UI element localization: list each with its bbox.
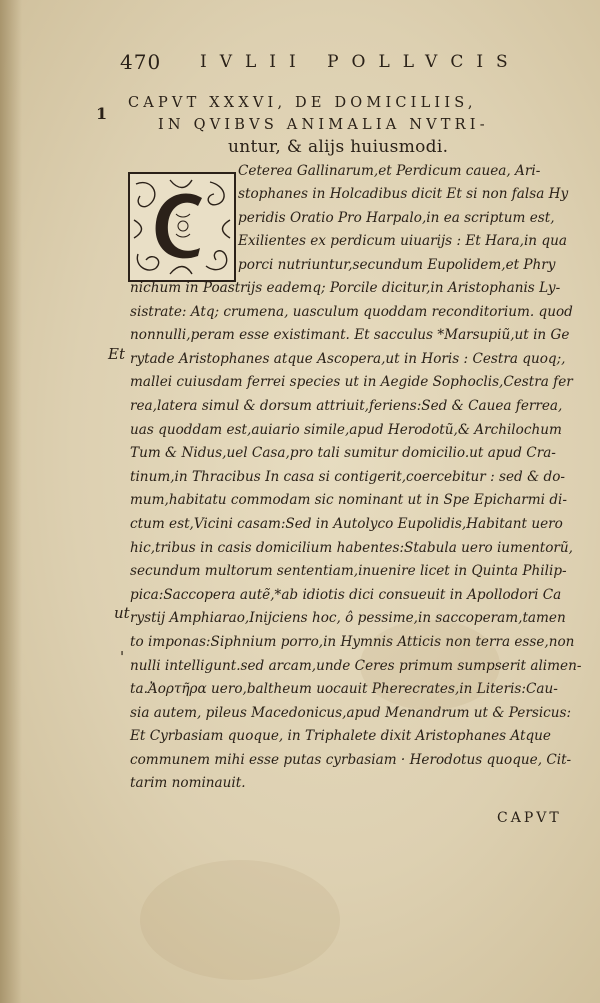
chapter-heading-line-1: CAPVT XXXVI, DE DOMICILIIS,: [128, 95, 477, 111]
text-line: Exilientes ex perdicum uiuarijs : Et Hara,in qua: [238, 233, 567, 250]
text-line: secundum multorum sententiam,inuenire licet in Quinta Philip-: [130, 563, 567, 580]
text-line: pica:Saccopera autẽ,*ab idiotis dici consueuit in Apollodori Ca: [130, 586, 562, 603]
margin-note: ut: [114, 604, 130, 622]
text-line: mum,habitatu commodam sic nominant ut in Spe Epicharmi di-: [130, 492, 567, 509]
text-line: Ceterea Gallinarum,et Perdicum cauea, Ari-: [238, 163, 541, 179]
catchword: CAPVT: [497, 810, 562, 826]
running-title: IVLII POLLVCIS: [200, 52, 521, 72]
body-text-full: [130, 277, 582, 796]
text-line: nonnulli,peram esse existimant. Et sacculus *Marsupiũ,ut in Ge: [130, 327, 570, 344]
text-line: nulli intelligunt.sed arcam,unde Ceres primum sumpserit alimen-: [130, 657, 582, 674]
margin-note: Et: [108, 345, 125, 363]
chapter-heading: [128, 92, 568, 158]
margin-note: ': [120, 648, 125, 666]
text-line: sistrate: Atq; crumena, uasculum quoddam reconditorium. quod: [130, 303, 573, 320]
body-text-indented: [238, 160, 573, 277]
text-line: Et Cyrbasiam quoque, in Triphalete dixit Aristophanes Atque: [130, 728, 551, 745]
page-gutter-shadow: [0, 0, 22, 1003]
text-line: rea,latera simul & dorsum attriuit,feriens:Sed & Cauea ferrea,: [130, 397, 563, 414]
folio-number: 470: [120, 50, 162, 74]
text-line: tinum,in Thracibus In casa si contigerit,coercebitur : sed & do-: [130, 468, 565, 485]
text-line: peridis Oratio Pro Harpalo,in ea scriptum est,: [238, 209, 555, 226]
page-header: [120, 50, 521, 78]
text-line: ta.Ἀορτῆρα uero,baltheum uocauit Pherecrates,in Literis:Cau-: [130, 681, 558, 698]
text-line: ctum est,Vicini casam:Sed in Autolyco Eupolidis,Habitant uero: [130, 515, 563, 532]
text-line: nichum in Poastrijs eademq; Porcile dicitur,in Aristophanis Ly-: [130, 280, 561, 296]
text-line: Tum & Nidus,uel Casa,pro tali sumitur domicilio.ut apud Cra-: [130, 445, 556, 462]
signature-mark: 1: [96, 104, 108, 123]
text-line: stophanes in Holcadibus dicit Et si non falsa Hy: [238, 186, 569, 203]
decorated-initial-icon: [128, 172, 236, 282]
text-line: communem mihi esse putas cyrbasiam · Herodotus quoque, Cit-: [130, 751, 572, 768]
paper-stain: [140, 860, 340, 980]
text-line: sia autem, pileus Macedonicus,apud Menandrum ut & Persicus:: [130, 704, 572, 721]
text-line: rystij Amphiarao,Inijciens hoc, ô pessime,in saccoperam,tamen: [130, 610, 566, 627]
text-line: to imponas:Siphnium porro,in Hymnis Atticis non terra esse,non: [130, 633, 575, 650]
text-line: porci nutriuntur,secundum Eupolidem,et Phry: [238, 256, 556, 273]
text-line: uas quoddam est,auiario simile,apud Herodotũ,& Archilochum: [130, 421, 562, 438]
text-line: rytade Aristophanes atque Ascopera,ut in Horis : Cestra quoq;,: [130, 350, 566, 367]
text-line: mallei cuiusdam ferrei species ut in Aegide Sophoclis,Cestra fer: [130, 374, 573, 391]
text-line: tarim nominauit.: [130, 775, 246, 792]
chapter-heading-line-3: untur, & alijs huiusmodi.: [228, 137, 449, 157]
chapter-heading-line-2: IN QVIBVS ANIMALIA NVTRI-: [158, 117, 489, 133]
text-line: hic,tribus in casis domicilium habentes:Stabula uero iumentorũ,: [130, 539, 573, 556]
